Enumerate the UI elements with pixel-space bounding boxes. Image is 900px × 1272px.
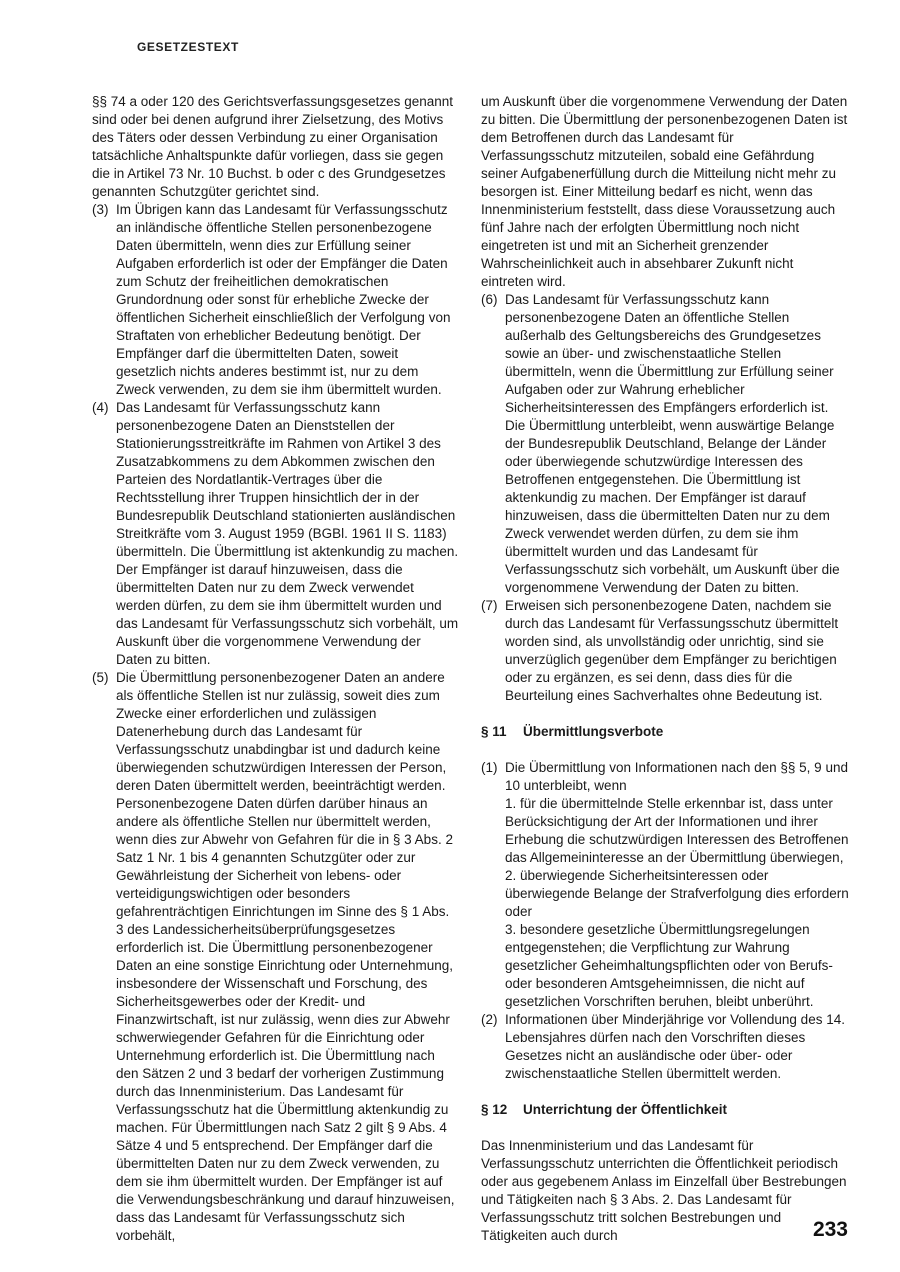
continuation-text: §§ 74 a oder 120 des Gerichtsverfassungsgesetzes genannt sind oder bei denen aufgrund ihrer Zielsetzung, des Motivs des Täters oder dessen Verbindung zu einer Organisation tatsächliche Anhaltspunkte dafür vorliegen, dass sie gegen die in Artikel 73 Nr. 10 Buchst. b oder c des Grundgesetzes genannten Schutzgüter gerichtet sind. — [92, 94, 453, 199]
paragraph-6 — [481, 291, 849, 597]
paragraph-text — [505, 759, 849, 1011]
left-column — [92, 93, 460, 1245]
paragraph-text: Das Landesamt für Verfassungsschutz kann personenbezogene Daten an öffentliche Stellen außerhalb des Geltungsbereichs des Grundgesetzes sowie an über- und zwischenstaatliche Stellen übermitteln, wenn die Übermittlung zur Erfüllung seiner Aufgaben oder zur Wahrung erheblicher Sicherheitsinteressen des Empfängers erforderlich ist. Die Übermittlung unterbleibt, wenn auswärtige Belange der Bundesrepublik Deutschland, Belange der Länder oder überwiegende schutzwürdige Interessen des Betroffenen entgegenstehen. Die Übermittlung ist aktenkundig zu machen. Der Empfänger ist darauf hinzuweisen, dass die übermittelten Daten nur zu dem Zweck verwendet werden dürfen, zu dem sie ihm übermittelt wurden und das Landesamt für Verfassungsschutz sich vorbehält, um Auskunft über die vorgenommene Verwendung der Daten zu bitten. — [505, 292, 840, 595]
paragraph-text: Erweisen sich personenbezogene Daten, nachdem sie durch das Landesamt für Verfassungsschutz übermittelt worden sind, als unvollständig oder unrichtig, sind sie unverzüglich gegenüber dem Empfänger zu berichtigen oder zu ergänzen, es sei denn, dass dies für die Beurteilung eines Sachverhaltes ohne Bedeutung ist. — [505, 598, 839, 703]
paragraph-number: (7) — [481, 598, 498, 613]
paragraph-number: (2) — [481, 1012, 498, 1027]
page-number: 233 — [812, 1218, 848, 1241]
list-item: 3. besondere gesetzliche Übermittlungsregelungen entgegenstehen; die Verpflichtung zur Wahrung gesetzlicher Geheimhaltungspflichten oder von Berufs- oder besonderen Amtsgeheimnissen, die nicht auf gesetzlichen Vorschriften beruhen, bleibt unberührt. — [505, 922, 833, 1009]
paragraph-text: Im Übrigen kann das Landesamt für Verfassungsschutz an inländische öffentliche Stellen personenbezogene Daten übermitteln, wenn dies zur Erfüllung seiner Aufgaben erforderlich ist oder der Empfänger die Daten zum Schutz der freiheitlichen demokratischen Grundordnung oder sonst für erhebliche Zwecke der öffentlichen Sicherheit einschließlich der Verfolgung von Straftaten von erheblicher Bedeutung benötigt. Der Empfänger darf die übermittelten Daten, soweit gesetzlich nichts anderes bestimmt ist, nur zu dem Zweck verwenden, zu dem sie ihm übermittelt wurden. — [116, 202, 451, 397]
paragraph-7 — [481, 597, 849, 705]
paragraph-text: Die Übermittlung personenbezogener Daten an andere als öffentliche Stellen ist nur zulässig, soweit dies zum Zwecke einer erforderlichen und zulässigen Datenerhebung durch das Landesamt für Verfassungsschutz unabdingbar ist und dadurch keine überwiegenden schutzwürdigen Interessen der Person, deren Daten übermittelt werden, beeinträchtigt werden. Personenbezogene Daten dürfen darüber hinaus an andere als öffentliche Stellen nur übermittelt werden, wenn dies zur Abwehr von Gefahren für die in § 3 Abs. 2 Satz 1 Nr. 1 bis 4 genannten Schutzgüter oder zur Gewährleistung der Sicherheit von lebens- oder verteidigungswichtigen oder besonders gefahrenträchtigen Einrichtungen im Sinne des § 1 Abs. 3 des Landessicherheitsüberprüfungsgesetzes erforderlich ist. Die Übermittlung personenbezogener Daten an eine sonstige Einrichtung oder Unternehmung, insbesondere der Wissenschaft und Forschung, des Sicherheitsgewerbes oder der Kredit- und Finanzwirtschaft, ist nur zulässig, wenn dies zur Abwehr schwerwiegender Gefahren für die Einrichtung oder Unternehmung erforderlich ist. Die Übermittlung nach den Sätzen 2 und 3 bedarf der vorherigen Zustimmung durch das Innenministerium. Das Landesamt für Verfassungsschutz hat die Übermittlung aktenkundig zu machen. Für Übermittlungen nach Satz 2 gilt § 9 Abs. 4 Sätze 4 und 5 entsprechend. Der Empfänger darf die übermittelten Daten nur zu dem Zweck verwenden, zu dem sie ihm übermittelt wurden. Der Empfänger ist auf die Verwendungsbeschränkung und darauf hinzuweisen, dass das Landesamt für Verfassungsschutz sich vorbehält, — [116, 670, 455, 1243]
section-11-heading — [481, 723, 849, 741]
paragraph-3 — [92, 201, 460, 399]
paragraph-intro: Die Übermittlung von Informationen nach den §§ 5, 9 und 10 unterbleibt, wenn — [505, 760, 848, 793]
continuation-text: um Auskunft über die vorgenommene Verwendung der Daten zu bitten. Die Übermittlung der personenbezogenen Daten ist dem Betroffenen durch das Landesamt für Verfassungsschutz mitzuteilen, sobald eine Gefährdung seiner Aufgabenerfüllung durch die Mitteilung nicht mehr zu besorgen ist. Einer Mitteilung bedarf es nicht, wenn das Innenministerium feststellt, dass diese Voraussetzung auch fünf Jahre nach der erfolgten Übermittlung noch nicht eingetreten ist und mit an Sicherheit grenzender Wahrscheinlichkeit auch in absehbarer Zukunft nicht eintreten wird. — [481, 94, 848, 289]
running-head: GESETZESTEXT — [137, 40, 239, 54]
section-number: § 12 — [481, 1102, 508, 1117]
right-column — [481, 93, 849, 1245]
paragraph-text: Informationen über Minderjährige vor Vollendung des 14. Lebensjahres dürfen nach den Vorschriften dieses Gesetzes nicht an ausländische oder über- oder zwischenstaatliche Stellen übermittelt werden. — [505, 1012, 845, 1081]
paragraph-number: (1) — [481, 760, 498, 775]
section-title: Übermittlungsverbote — [523, 724, 664, 739]
paragraph-number: (3) — [92, 202, 109, 217]
paragraph-4 — [92, 399, 460, 669]
paragraph-number: (5) — [92, 670, 109, 685]
list-item: 2. überwiegende Sicherheitsinteressen oder überwiegende Belange der Strafverfolgung dies erfordern oder — [505, 868, 849, 919]
section-11-paragraph-1 — [481, 759, 849, 1011]
paragraph-number: (4) — [92, 400, 109, 415]
list-item: 1. für die übermittelnde Stelle erkennbar ist, dass unter Berücksichtigung der Art der Informationen und ihrer Erhebung die schutzwürdigen Interessen des Betroffenen das Allgemeininteresse an der Übermittlung überwiegen, — [505, 796, 849, 865]
section-12-heading — [481, 1101, 849, 1119]
paragraph-number: (6) — [481, 292, 498, 307]
section-title: Unterrichtung der Öffentlichkeit — [523, 1102, 728, 1117]
section-11-paragraph-2 — [481, 1011, 849, 1083]
section-12-text: Das Innenministerium und das Landesamt für Verfassungsschutz unterrichten die Öffentlichkeit periodisch oder aus gegebenem Anlass im Einzelfall über Bestrebungen und Tätigkeiten nach § 3 Abs. 2. Das Landesamt für Verfassungsschutz tritt solchen Bestrebungen und Tätigkeiten auch durch — [481, 1138, 847, 1243]
section-number: § 11 — [481, 724, 507, 739]
paragraph-text: Das Landesamt für Verfassungsschutz kann personenbezogene Daten an Dienststellen der Stationierungsstreitkräfte im Rahmen von Artikel 3 des Zusatzabkommens zu dem Abkommen zwischen den Parteien des Nordatlantik-Vertrages über die Rechtsstellung ihrer Truppen hinsichtlich der in der Bundesrepublik Deutschland stationierten ausländischen Streitkräfte vom 3. August 1959 (BGBl. 1961 II S. 1183) übermitteln. Die Übermittlung ist aktenkundig zu machen. Der Empfänger ist darauf hinzuweisen, dass die übermittelten Daten nur zu dem Zweck verwendet werden dürfen, zu dem sie ihm übermittelt wurden und das Landesamt für Verfassungsschutz sich vorbehält, um Auskunft über die vorgenommene Verwendung der Daten zu bitten. — [116, 400, 459, 667]
paragraph-5 — [92, 669, 460, 1245]
